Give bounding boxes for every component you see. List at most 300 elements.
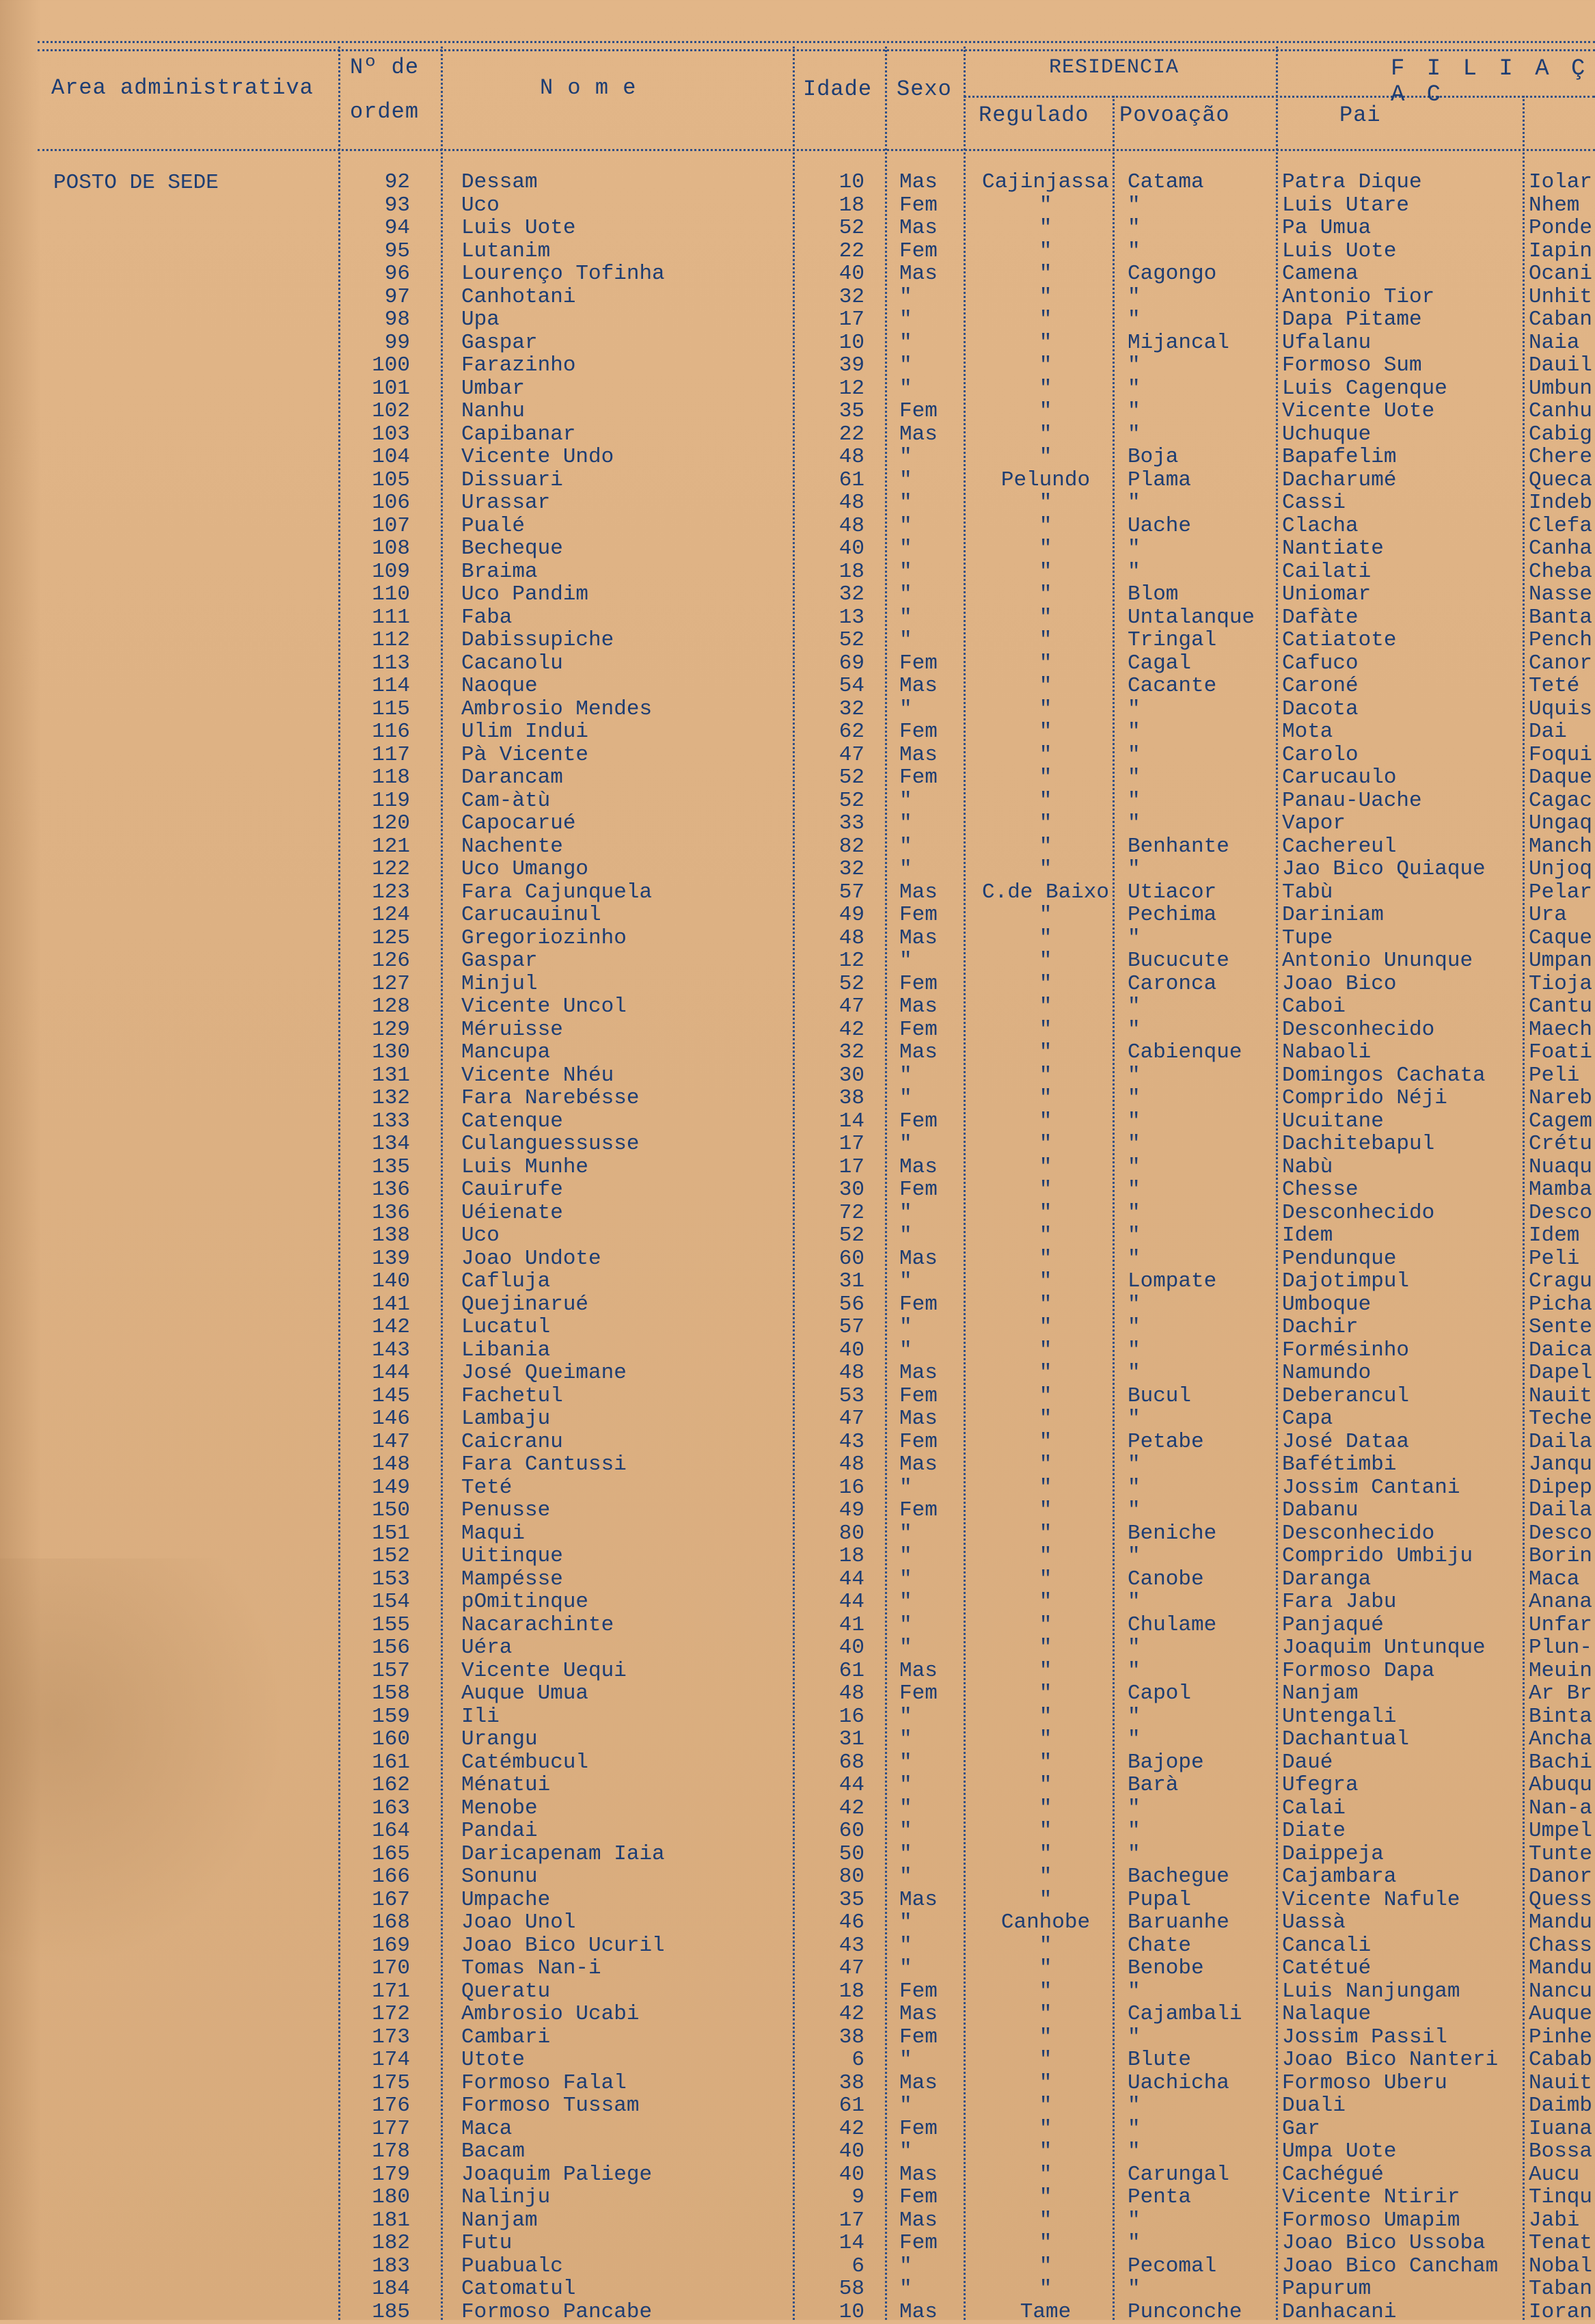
age-cell: 10 [839, 2299, 864, 2324]
regulado-cell: " [1039, 674, 1052, 698]
sex-cell: Fem [899, 2025, 938, 2049]
person-name-cell: Maqui [461, 1521, 526, 1545]
row-number-cell: 138 [372, 1224, 410, 1247]
person-name-cell: pOmitinque [461, 1590, 589, 1614]
person-name-cell: Vicente Nhéu [461, 1063, 614, 1087]
table-row [0, 2278, 1595, 2300]
mother-name-cell: Ungaq [1529, 811, 1593, 835]
table-row [0, 881, 1595, 904]
age-cell: 10 [839, 170, 864, 194]
sex-cell: " [899, 1612, 912, 1637]
person-name-cell: Libania [461, 1338, 551, 1362]
mother-name-cell: Mandu [1529, 1910, 1593, 1934]
header-sexo-label: Sexo [897, 77, 952, 102]
row-number-cell: 136 [372, 1178, 410, 1202]
row-number-cell: 153 [372, 1567, 410, 1591]
age-cell: 33 [839, 811, 864, 835]
mother-name-cell: Teche [1529, 1407, 1593, 1431]
povoacao-cell: Cagal [1128, 651, 1192, 675]
header-area-label: Area administrativa [51, 75, 314, 100]
row-number-cell: 179 [372, 2162, 410, 2187]
povoacao-cell: " [1128, 422, 1141, 446]
row-number-cell: 135 [372, 1154, 410, 1179]
mother-name-cell: Picha [1529, 1292, 1593, 1316]
sex-cell: Mas [899, 2002, 938, 2026]
mother-name-cell: Quess [1529, 1887, 1593, 1912]
mother-name-cell: Ura [1529, 903, 1567, 927]
regulado-cell: Canhobe [1000, 1910, 1091, 1934]
povoacao-cell: " [1128, 1590, 1141, 1614]
father-name-cell: Dapa Pitame [1282, 308, 1422, 332]
mother-name-cell: Danor [1529, 1865, 1593, 1889]
father-name-cell: Calai [1282, 1796, 1346, 1820]
person-name-cell: Minjul [461, 971, 538, 996]
table-row [0, 744, 1595, 766]
table-row [0, 560, 1595, 583]
povoacao-cell: " [1128, 1063, 1141, 1087]
row-number-cell: 168 [372, 1910, 410, 1934]
father-name-cell: Formésinho [1282, 1338, 1410, 1362]
row-number-cell: 134 [372, 1132, 410, 1156]
sex-cell: Fem [899, 1979, 938, 2003]
person-name-cell: Penusse [461, 1498, 551, 1522]
father-name-cell: Formoso Uberu [1282, 2070, 1447, 2095]
father-name-cell: Panjaqué [1282, 1612, 1384, 1637]
regulado-cell: " [1039, 1269, 1052, 1293]
row-number-cell: 93 [384, 193, 410, 217]
regulado-cell: " [1039, 1315, 1052, 1339]
povoacao-cell: Chulame [1128, 1612, 1217, 1637]
age-cell: 42 [839, 1796, 864, 1820]
table-row [0, 1133, 1595, 1155]
regulado-cell: " [1039, 766, 1052, 789]
age-cell: 48 [839, 491, 864, 515]
mother-name-cell: Caque [1529, 925, 1593, 950]
regulado-cell: " [1039, 720, 1052, 744]
person-name-cell: Dissuari [461, 468, 563, 492]
table-row [0, 766, 1595, 789]
mother-name-cell: Nareb [1529, 1086, 1593, 1110]
table-row [0, 2094, 1595, 2117]
mother-name-cell: Meuin [1529, 1658, 1593, 1683]
header-filiacao-label: F I L I A Ç A C [1391, 56, 1590, 108]
father-name-cell: Dafàte [1282, 605, 1359, 630]
person-name-cell: Upa [461, 308, 500, 332]
povoacao-cell: " [1128, 720, 1141, 744]
regulado-cell: " [1039, 308, 1052, 332]
row-number-cell: 122 [372, 857, 410, 881]
mother-name-cell: Tenat [1529, 2231, 1593, 2255]
age-cell: 52 [839, 766, 864, 789]
person-name-cell: Joao Undote [461, 1246, 601, 1271]
regulado-cell: " [1039, 2277, 1052, 2301]
age-cell: 52 [839, 971, 864, 996]
row-number-cell: 116 [372, 720, 410, 744]
father-name-cell: Vicente Nafule [1282, 1887, 1460, 1912]
table-row [0, 1293, 1595, 1316]
mother-name-cell: Canor [1529, 651, 1593, 675]
regulado-cell: " [1039, 697, 1052, 721]
row-number-cell: 124 [372, 903, 410, 927]
age-cell: 72 [839, 1200, 864, 1225]
person-name-cell: Vicente Uncol [461, 995, 627, 1018]
regulado-cell: " [1039, 2162, 1052, 2187]
sex-cell: " [899, 445, 912, 469]
father-name-cell: Nalaque [1282, 2002, 1372, 2026]
povoacao-cell: Cagongo [1128, 262, 1217, 286]
table-row [0, 1843, 1595, 1865]
row-number-cell: 114 [372, 674, 410, 698]
regulado-cell: " [1039, 537, 1052, 560]
regulado-cell: " [1039, 491, 1052, 515]
age-cell: 17 [839, 308, 864, 332]
father-name-cell: Nabaoli [1282, 1040, 1372, 1064]
regulado-cell: " [1039, 605, 1052, 630]
regulado-cell: " [1039, 1361, 1052, 1385]
povoacao-cell: Chate [1128, 1933, 1192, 1958]
person-name-cell: Dabissupiche [461, 628, 614, 652]
person-name-cell: Catomatul [461, 2277, 576, 2301]
sex-cell: " [899, 308, 912, 332]
sex-cell: Fem [899, 1498, 938, 1522]
povoacao-cell: " [1128, 1338, 1141, 1362]
age-cell: 52 [839, 628, 864, 652]
sex-cell: " [899, 811, 912, 835]
age-cell: 54 [839, 674, 864, 698]
mother-name-cell: Desco [1529, 1200, 1593, 1225]
father-name-cell: Danhacani [1282, 2299, 1397, 2324]
age-cell: 30 [839, 1063, 864, 1087]
row-number-cell: 132 [372, 1086, 410, 1110]
sex-cell: " [899, 1796, 912, 1820]
age-cell: 58 [839, 2277, 864, 2301]
age-cell: 46 [839, 1910, 864, 1934]
row-number-cell: 128 [372, 995, 410, 1018]
povoacao-cell: " [1128, 1544, 1141, 1568]
table-row [0, 491, 1595, 514]
row-number-cell: 166 [372, 1865, 410, 1889]
row-number-cell: 96 [384, 262, 410, 286]
father-name-cell: Daué [1282, 1750, 1333, 1774]
sex-cell: " [899, 376, 912, 401]
mother-name-cell: Pelar [1529, 880, 1593, 904]
person-name-cell: Dessam [461, 170, 538, 194]
age-cell: 17 [839, 2208, 864, 2232]
mother-name-cell: Cabig [1529, 422, 1593, 446]
sex-cell: " [899, 949, 912, 973]
age-cell: 60 [839, 1246, 864, 1271]
mother-name-cell: Aucu [1529, 2162, 1580, 2187]
povoacao-cell: " [1128, 1132, 1141, 1156]
povoacao-cell: " [1128, 559, 1141, 584]
table-row [0, 904, 1595, 926]
row-number-cell: 126 [372, 949, 410, 973]
person-name-cell: Uco [461, 193, 500, 217]
povoacao-cell: " [1128, 308, 1141, 332]
regulado-cell: " [1039, 239, 1052, 263]
age-cell: 31 [839, 1727, 864, 1751]
father-name-cell: Ufalanu [1282, 330, 1372, 355]
sex-cell: Fem [899, 651, 938, 675]
person-name-cell: Pandai [461, 1819, 538, 1843]
person-name-cell: Joao Bico Ucuril [461, 1933, 665, 1958]
mother-name-cell: Dauil [1529, 353, 1593, 377]
sex-cell: Mas [899, 2299, 938, 2324]
table-row [0, 1774, 1595, 1796]
table-row [0, 2163, 1595, 2186]
row-number-cell: 133 [372, 1109, 410, 1133]
person-name-cell: Utote [461, 2048, 526, 2072]
sex-cell: Fem [899, 399, 938, 423]
table-row [0, 1865, 1595, 1888]
age-cell: 10 [839, 330, 864, 355]
person-name-cell: Luis Uote [461, 216, 576, 240]
age-cell: 80 [839, 1521, 864, 1545]
father-name-cell: Carolo [1282, 742, 1359, 767]
regulado-cell: " [1039, 1086, 1052, 1110]
regulado-cell: " [1039, 834, 1052, 859]
father-name-cell: Dachitebapul [1282, 1132, 1435, 1156]
table-row [0, 1545, 1595, 1567]
mother-name-cell: Daica [1529, 1338, 1593, 1362]
sex-cell: " [899, 1773, 912, 1797]
table-row [0, 469, 1595, 491]
sex-cell: " [899, 1841, 912, 1866]
age-cell: 48 [839, 925, 864, 950]
sex-cell: Fem [899, 1681, 938, 1705]
table-row [0, 812, 1595, 835]
father-name-cell: Patra Dique [1282, 170, 1422, 194]
sex-cell: Mas [899, 262, 938, 286]
father-name-cell: Antonio Tior [1282, 284, 1435, 309]
age-cell: 18 [839, 1979, 864, 2003]
table-row [0, 171, 1595, 193]
regulado-cell: " [1039, 513, 1052, 538]
table-row [0, 927, 1595, 949]
top-rule [38, 41, 1595, 43]
regulado-cell: " [1039, 1178, 1052, 1202]
age-cell: 40 [839, 1636, 864, 1660]
sex-cell: " [899, 1132, 912, 1156]
povoacao-cell: " [1128, 216, 1141, 240]
person-name-cell: Uco Umango [461, 857, 589, 881]
table-row [0, 1614, 1595, 1636]
povoacao-cell: Barà [1128, 1773, 1179, 1797]
table-row [0, 240, 1595, 262]
mother-name-cell: Queca [1529, 468, 1593, 492]
regulado-cell: " [1039, 559, 1052, 584]
mother-name-cell: Canhu [1529, 399, 1593, 423]
row-number-cell: 119 [372, 788, 410, 813]
regulado-cell: " [1039, 1498, 1052, 1522]
povoacao-cell: Bucul [1128, 1383, 1192, 1408]
povoacao-cell: " [1128, 376, 1141, 401]
regulado-cell: " [1039, 2116, 1052, 2141]
age-cell: 16 [839, 1704, 864, 1729]
sex-cell: " [899, 2139, 912, 2163]
row-number-cell: 177 [372, 2116, 410, 2141]
table-row [0, 1591, 1595, 1613]
father-name-cell: Papurum [1282, 2277, 1372, 2301]
mother-name-cell: Iuana [1529, 2116, 1593, 2141]
table-row [0, 2186, 1595, 2208]
row-number-cell: 123 [372, 880, 410, 904]
person-name-cell: Umbar [461, 376, 526, 401]
row-number-cell: 141 [372, 1292, 410, 1316]
row-number-cell: 108 [372, 537, 410, 560]
father-name-cell: Dachir [1282, 1315, 1359, 1339]
mother-name-cell: Nancu [1529, 1979, 1593, 2003]
mother-name-cell: Bachi [1529, 1750, 1593, 1774]
povoacao-cell: " [1128, 1704, 1141, 1729]
mother-name-cell: Iolar [1529, 170, 1593, 194]
mother-name-cell: Dipep [1529, 1475, 1593, 1500]
father-name-cell: Vicente Ntirir [1282, 2185, 1460, 2209]
person-name-cell: Futu [461, 2231, 513, 2255]
father-name-cell: Diate [1282, 1819, 1346, 1843]
age-cell: 82 [839, 834, 864, 859]
age-cell: 80 [839, 1865, 864, 1889]
mother-name-cell: Cagac [1529, 788, 1593, 813]
sex-cell: " [899, 1086, 912, 1110]
mother-name-cell: Tioja [1529, 971, 1593, 996]
row-number-cell: 127 [372, 971, 410, 996]
father-name-cell: Camena [1282, 262, 1359, 286]
sex-cell: Mas [899, 2208, 938, 2232]
row-number-cell: 105 [372, 468, 410, 492]
age-cell: 40 [839, 537, 864, 560]
mother-name-cell: Nauit [1529, 1383, 1593, 1408]
mother-name-cell: Caban [1529, 308, 1593, 332]
sex-cell: " [899, 1315, 912, 1339]
person-name-cell: Cam-àtù [461, 788, 551, 813]
father-name-cell: Nantiate [1282, 537, 1384, 560]
regulado-cell: " [1039, 857, 1052, 881]
table-row [0, 1178, 1595, 1201]
povoacao-cell: Petabe [1128, 1429, 1204, 1454]
father-name-cell: Cailati [1282, 559, 1372, 584]
mother-name-cell: Umbun [1529, 376, 1593, 401]
age-cell: 12 [839, 949, 864, 973]
sex-cell: " [899, 1521, 912, 1545]
father-name-cell: Panau-Uache [1282, 788, 1422, 813]
age-cell: 50 [839, 1841, 864, 1866]
povoacao-cell: " [1128, 1017, 1141, 1042]
row-number-cell: 102 [372, 399, 410, 423]
mother-name-cell: Umpan [1529, 949, 1593, 973]
table-row [0, 1362, 1595, 1384]
father-name-cell: Dachantual [1282, 1727, 1410, 1751]
person-name-cell: Puabualc [461, 2254, 563, 2278]
povoacao-cell: " [1128, 1292, 1141, 1316]
father-name-cell: Daranga [1282, 1567, 1372, 1591]
mother-name-cell: Nasse [1529, 582, 1593, 606]
row-number-cell: 147 [372, 1429, 410, 1454]
table-row [0, 652, 1595, 675]
table-row [0, 1453, 1595, 1476]
father-name-cell: Desconhecido [1282, 1017, 1435, 1042]
mother-name-cell: Pinhe [1529, 2025, 1593, 2049]
row-number-cell: 131 [372, 1063, 410, 1087]
person-name-cell: Quejinarué [461, 1292, 589, 1316]
sex-cell: " [899, 1750, 912, 1774]
father-name-cell: Dajotimpul [1282, 1269, 1410, 1293]
mother-name-cell: Foqui [1529, 742, 1593, 767]
regulado-cell: " [1039, 1452, 1052, 1476]
row-number-cell: 163 [372, 1796, 410, 1820]
table-row [0, 1064, 1595, 1087]
povoacao-cell: " [1128, 2208, 1141, 2232]
age-cell: 32 [839, 857, 864, 881]
age-cell: 18 [839, 1544, 864, 1568]
mother-name-cell: Daimb [1529, 2094, 1593, 2118]
sex-cell: Fem [899, 239, 938, 263]
table-row [0, 858, 1595, 880]
mother-name-cell: Foati [1529, 1040, 1593, 1064]
povoacao-cell: " [1128, 697, 1141, 721]
row-number-cell: 167 [372, 1887, 410, 1912]
age-cell: 14 [839, 2231, 864, 2255]
age-cell: 40 [839, 262, 864, 286]
row-number-cell: 148 [372, 1452, 410, 1476]
povoacao-cell: " [1128, 399, 1141, 423]
mother-name-cell: Tunte [1529, 1841, 1593, 1866]
povoacao-cell: " [1128, 1361, 1141, 1385]
person-name-cell: Méruisse [461, 1017, 563, 1042]
sex-cell: " [899, 2254, 912, 2278]
father-name-cell: Duali [1282, 2094, 1346, 2118]
row-number-cell: 129 [372, 1017, 410, 1042]
sex-cell: Mas [899, 742, 938, 767]
mother-name-cell: Unhit [1529, 284, 1593, 309]
row-number-cell: 176 [372, 2094, 410, 2118]
father-name-cell: Capa [1282, 1407, 1333, 1431]
mother-name-cell: Nhem [1529, 193, 1580, 217]
father-name-cell: Ufegra [1282, 1773, 1359, 1797]
father-name-cell: Desconhecido [1282, 1200, 1435, 1225]
age-cell: 38 [839, 1086, 864, 1110]
row-number-cell: 170 [372, 1956, 410, 1980]
regulado-cell: " [1039, 2025, 1052, 2049]
father-name-cell: Pa Umua [1282, 216, 1372, 240]
father-name-cell: Joao Bico Cancham [1282, 2254, 1499, 2278]
regulado-cell: " [1039, 995, 1052, 1018]
povoacao-cell: Capol [1128, 1681, 1192, 1705]
table-row [0, 1407, 1595, 1430]
age-cell: 48 [839, 1361, 864, 1385]
row-number-cell: 110 [372, 582, 410, 606]
person-name-cell: Ambrosio Mendes [461, 697, 653, 721]
sex-cell: Fem [899, 2185, 938, 2209]
sex-cell: Mas [899, 1658, 938, 1683]
father-name-cell: Comprido Umbiju [1282, 1544, 1473, 1568]
mother-name-cell: Maca [1529, 1567, 1580, 1591]
table-row [0, 332, 1595, 354]
table-row [0, 1476, 1595, 1499]
age-cell: 68 [839, 1750, 864, 1774]
table-row [0, 1041, 1595, 1064]
povoacao-cell: " [1128, 1636, 1141, 1660]
mother-name-cell: Ar Br [1529, 1681, 1593, 1705]
age-cell: 52 [839, 216, 864, 240]
age-cell: 6 [851, 2048, 864, 2072]
sex-cell: Mas [899, 674, 938, 698]
mother-name-cell: Sente [1529, 1315, 1593, 1339]
age-cell: 6 [851, 2254, 864, 2278]
father-name-cell: Luis Cagenque [1282, 376, 1447, 401]
regulado-cell: Cajinjassa [981, 170, 1110, 194]
father-name-cell: Dacota [1282, 697, 1359, 721]
